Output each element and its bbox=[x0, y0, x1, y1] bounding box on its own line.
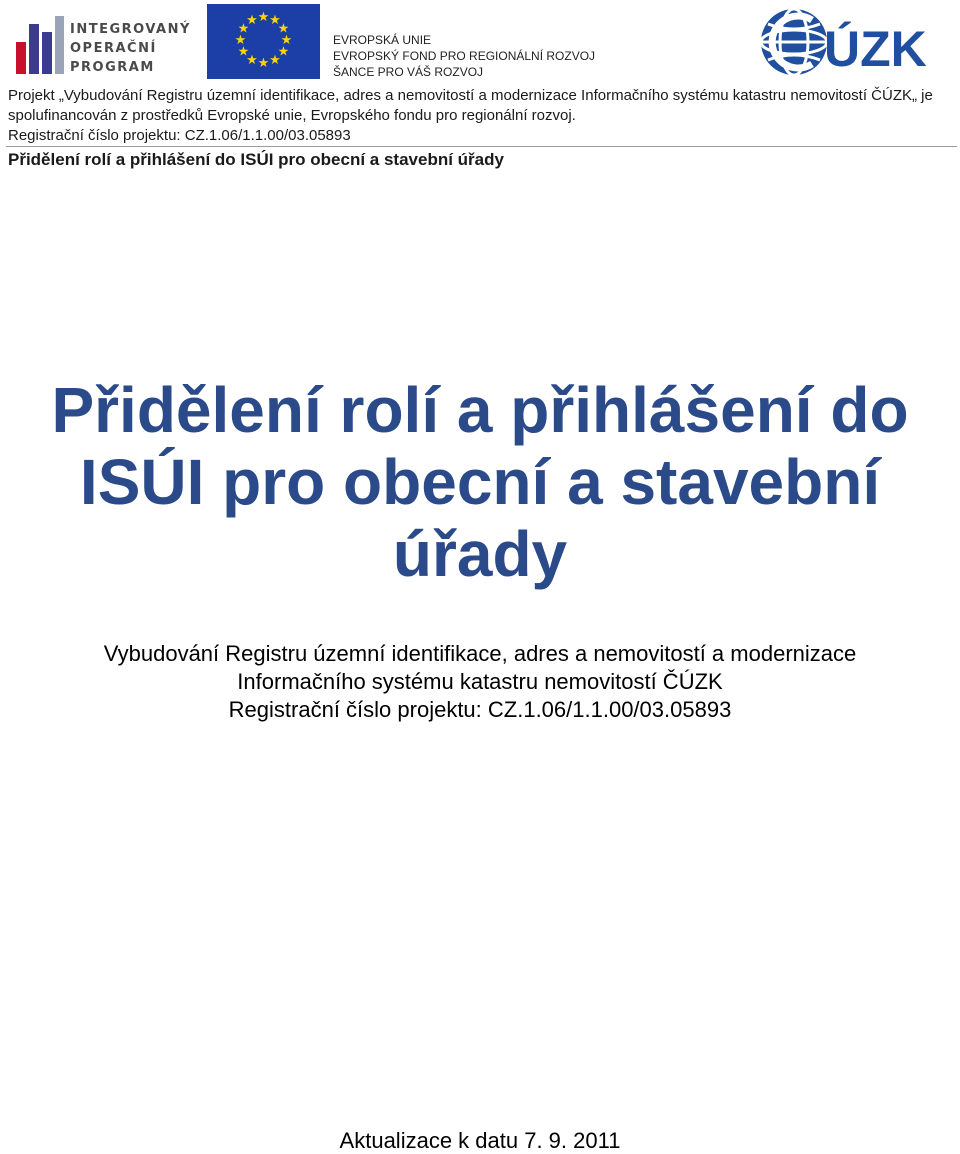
eu-flag-icon bbox=[207, 4, 320, 79]
svg-text:★: ★ bbox=[269, 13, 281, 28]
subtitle-line-1: Vybudování Registru územní identifikace, adres a nemovitostí a modernizace bbox=[103, 641, 857, 666]
iop-word-3: PROGRAM bbox=[70, 60, 155, 75]
svg-text:★: ★ bbox=[277, 44, 290, 60]
eu-text-line-1: EVROPSKÁ UNIE bbox=[333, 33, 432, 47]
iop-word-1: INTEGROVANÝ bbox=[70, 22, 191, 37]
svg-text:★: ★ bbox=[246, 53, 258, 68]
eu-text-line-3: ŠANCE PRO VÁŠ ROZVOJ bbox=[333, 65, 484, 79]
cuzk-wordmark: ÚZK bbox=[824, 21, 927, 77]
svg-text:★: ★ bbox=[237, 21, 250, 37]
eu-text-line-2: EVROPSKÝ FOND PRO REGIONÁLNÍ ROZVOJ bbox=[333, 49, 596, 63]
header-divider bbox=[6, 146, 957, 147]
title-line-3: úřady bbox=[392, 518, 568, 590]
iop-bars-icon bbox=[14, 12, 66, 74]
eu-fund-text bbox=[333, 32, 595, 80]
subtitle-line-2: Informačního systému katastru nemovitostí ČÚZK bbox=[237, 669, 723, 694]
svg-text:★: ★ bbox=[237, 44, 250, 60]
svg-text:★: ★ bbox=[246, 13, 258, 28]
svg-text:★: ★ bbox=[257, 10, 270, 25]
cuzk-globe-icon bbox=[756, 4, 952, 80]
eu-stars-icon bbox=[207, 4, 320, 79]
document-title bbox=[0, 374, 960, 590]
svg-text:★: ★ bbox=[234, 33, 247, 48]
registration-number-header: Registrační číslo projektu: CZ.1.06/1.1.00/03.05893 bbox=[8, 127, 351, 144]
update-date: Aktualizace k datu 7. 9. 2011 bbox=[339, 1128, 621, 1153]
svg-text:★: ★ bbox=[269, 53, 281, 68]
document-subtitle bbox=[0, 640, 960, 724]
svg-text:★: ★ bbox=[277, 21, 290, 37]
subtitle-line-3: Registrační číslo projektu: CZ.1.06/1.1.00/03.05893 bbox=[228, 697, 732, 722]
project-funding-text: Projekt „Vybudování Registru územní identifikace, adres a nemovitostí a modernizace Informačního systému katastru nemovitostí ČÚZK„ je spolufinancován z prostředků Evropské unie, Evropského fondu pro regionální rozvoj. bbox=[8, 87, 933, 124]
iop-word-2: OPERAČNÍ bbox=[70, 41, 157, 56]
svg-text:★: ★ bbox=[280, 33, 293, 48]
cuzk-logo bbox=[756, 4, 952, 80]
iop-logo bbox=[14, 8, 191, 78]
running-title: Přidělení rolí a přihlášení do ISÚI pro obecní a stavební úřady bbox=[8, 150, 504, 169]
svg-text:★: ★ bbox=[257, 56, 270, 71]
title-line-2: ISÚI pro obecní a stavební bbox=[79, 446, 881, 518]
title-line-1: Přidělení rolí a přihlášení do bbox=[51, 374, 909, 446]
